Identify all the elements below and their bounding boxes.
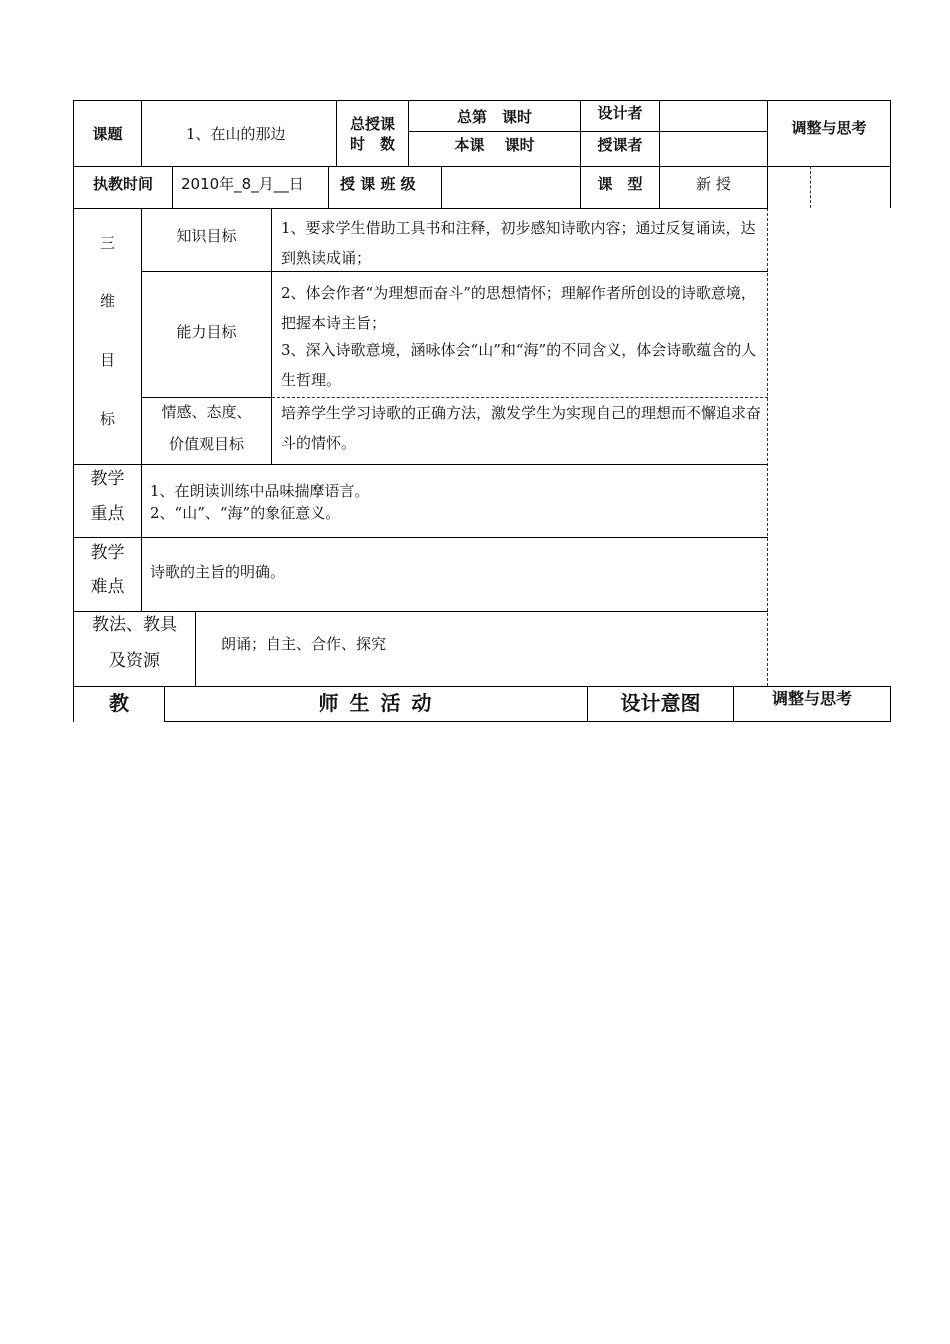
goals-side-char: 目 — [99, 351, 115, 369]
ability-goal-text-2: 3、深入诗歌意境，涵咏体会“山”和“海”的不同含义，体会诗歌蕴含的人生哲理。 — [281, 341, 757, 389]
total-hours-label-2: 时 数 — [349, 135, 395, 153]
topic-label: 课题 — [92, 125, 123, 143]
methods-label-1: 教法、教具 — [92, 615, 177, 635]
key-point-1: 1、在朗读训练中品味揣摩语言。 — [150, 482, 370, 500]
topic-value: 1、在山的那边 — [186, 125, 286, 143]
exec-date: 2010年_8_月__日 — [181, 175, 304, 193]
lesson-type-value: 新 授 — [696, 175, 731, 193]
adjust-label: 调整与思考 — [791, 119, 867, 137]
emotion-goal-label-2: 价值观目标 — [168, 435, 244, 453]
difficulty-label-1: 教学 — [90, 543, 125, 563]
goals-side-char: 三 — [99, 234, 115, 252]
ability-goal-text-1: 2、体会作者“为理想而奋斗”的思想情怀；理解作者所创设的诗歌意境，把握本诗主旨； — [281, 284, 756, 332]
knowledge-goal-text: 1、要求学生借助工具书和注释，初步感知诗歌内容；通过反复诵读，达到熟读成诵； — [281, 219, 756, 267]
difficulty-label-2: 难点 — [90, 577, 125, 597]
key-point-2: 2、“山”、“海”的象征意义。 — [150, 504, 341, 522]
footer-col-adjust: 调整与思考 — [771, 689, 852, 708]
key-points-label-1: 教学 — [90, 469, 125, 489]
total-hours-label-1: 总授课 — [349, 115, 395, 133]
methods-label-2: 及资源 — [109, 651, 160, 671]
emotion-goal-text: 培养学生学习诗歌的正确方法，激发学生为实现自己的理想而不懈追求奋斗的情怀。 — [281, 404, 762, 452]
ability-goal-label: 能力目标 — [176, 323, 237, 341]
methods-text: 朗诵；自主、合作、探究 — [221, 635, 387, 653]
footer-col-teach: 教 — [109, 691, 129, 715]
lesson-type-label: 课 型 — [597, 175, 643, 193]
difficulty-text: 诗歌的主旨的明确。 — [150, 563, 286, 581]
total-lesson-label: 总第 课时 — [456, 108, 532, 126]
goals-side-char: 标 — [99, 410, 115, 428]
designer-label: 设计者 — [597, 104, 643, 122]
class-label: 授 课 班 级 — [340, 175, 416, 193]
emotion-goal-label-1: 情感、态度、 — [161, 403, 252, 421]
teacher-label: 授课者 — [597, 136, 643, 154]
footer-col-activities: 师 生 活 动 — [318, 691, 434, 715]
footer-col-design-intent: 设计意图 — [620, 691, 701, 715]
goals-side-char: 维 — [99, 292, 115, 310]
this-lesson-label: 本课 课时 — [454, 136, 535, 154]
knowledge-goal-label: 知识目标 — [176, 227, 237, 245]
key-points-label-2: 重点 — [90, 504, 125, 524]
exec-time-label: 执教时间 — [92, 175, 153, 193]
